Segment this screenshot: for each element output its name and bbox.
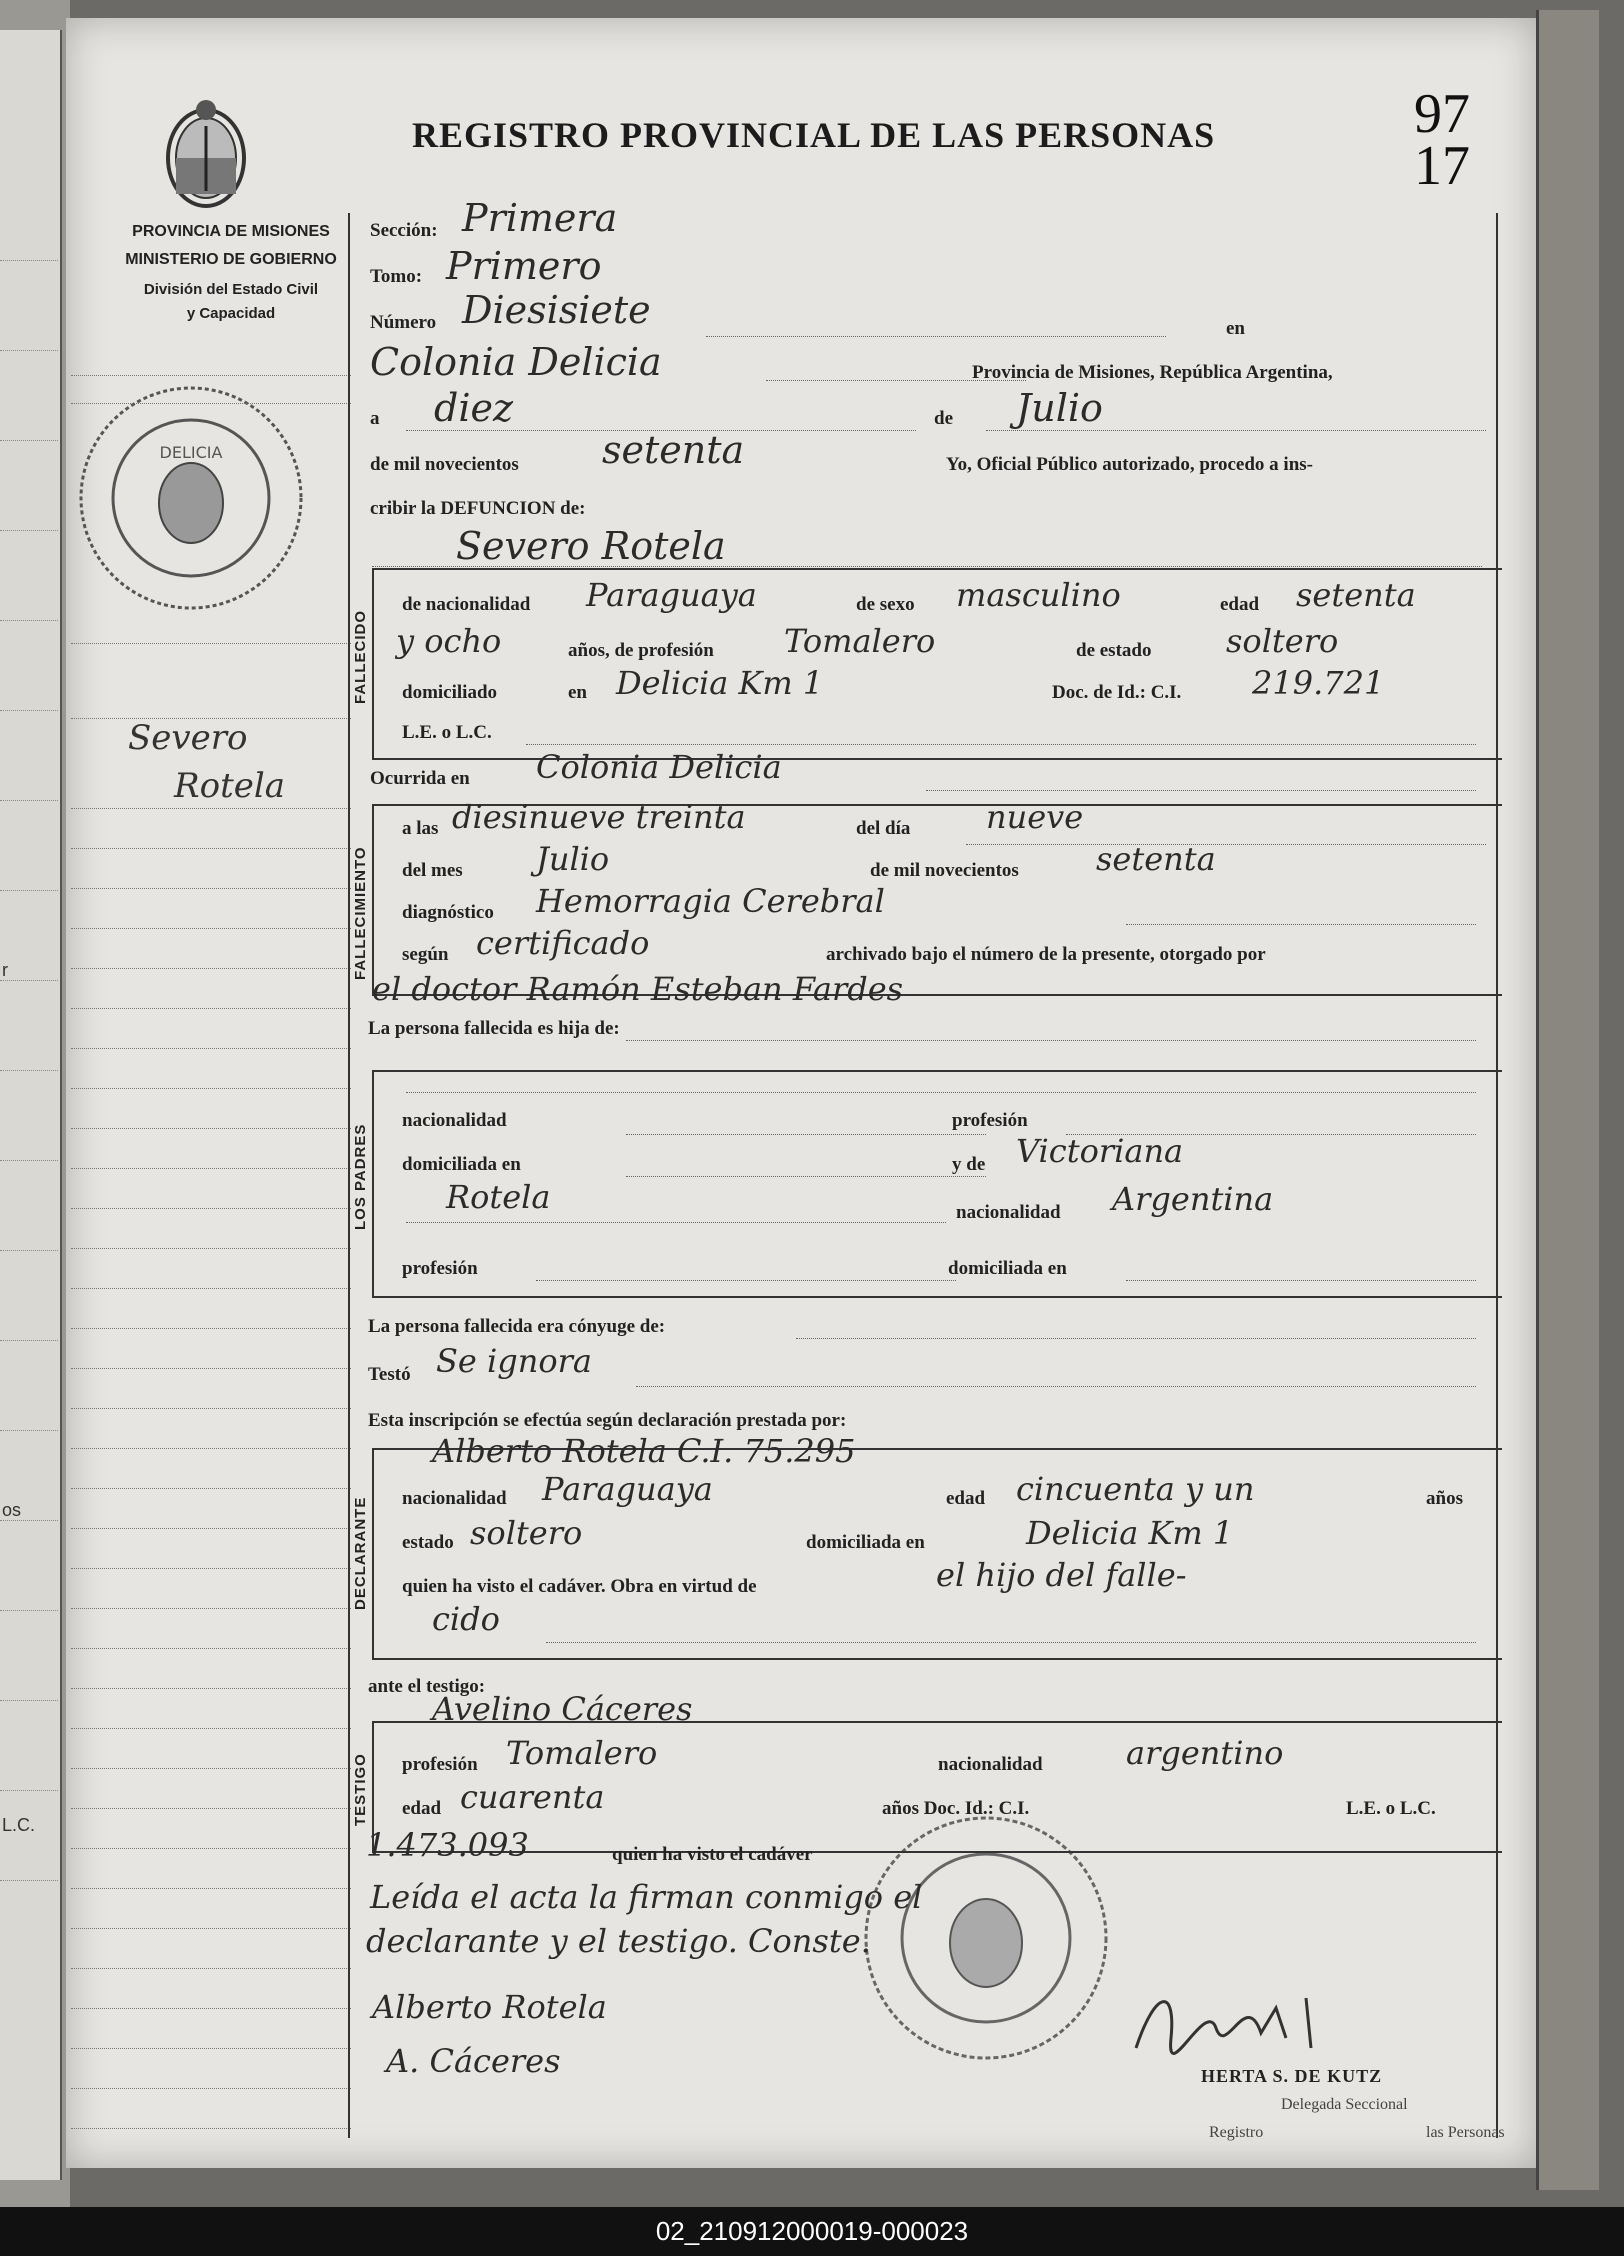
- sexo-value: masculino: [956, 576, 1121, 614]
- tomo-value: Primero: [446, 244, 602, 288]
- left-page-fragment-3: L.C.: [2, 1815, 36, 1835]
- d-domiciliada-label: domiciliada en: [806, 1532, 925, 1553]
- d-estado-value: soltero: [470, 1514, 583, 1552]
- madre-apellido-value: Rotela: [446, 1178, 551, 1216]
- page-title: REGISTRO PROVINCIAL DE LAS PERSONAS: [412, 115, 1216, 155]
- de-mil-label: de mil novecientos: [370, 454, 519, 475]
- fallecido-side-label: FALLECIDO: [352, 610, 369, 704]
- nombre-value: Severo Rotela: [456, 524, 726, 568]
- domicilio-value: Delicia Km 1: [616, 664, 824, 702]
- t-prof-value: Tomalero: [506, 1734, 658, 1772]
- nacionalidad-label: de nacionalidad: [402, 594, 531, 615]
- yo-oficial-label: Yo, Oficial Público autorizado, procedo a ins-: [946, 454, 1313, 475]
- edad-value-2: y ocho: [396, 622, 502, 660]
- dia-value: diez: [434, 386, 513, 430]
- firma-testigo: A. Cáceres: [386, 2042, 561, 2080]
- madre-nac-value: Argentina: [1112, 1180, 1274, 1218]
- margin-name-first: Severo: [128, 718, 248, 758]
- declarante-value: Alberto Rotela C.I. 75.295: [432, 1432, 856, 1470]
- ante-testigo-label: ante el testigo:: [368, 1676, 486, 1697]
- provincia-label: Provincia de Misiones, República Argentina,: [972, 362, 1333, 383]
- madre-nombre-value: Victoriana: [1016, 1132, 1184, 1170]
- d-estado-label: estado: [402, 1532, 454, 1553]
- seccion-value: Primera: [462, 196, 618, 240]
- signature-registro: Registro: [1209, 2124, 1264, 2141]
- profesion-value: Tomalero: [784, 622, 936, 660]
- archivado-label: archivado bajo el número de la presente, otorgado por: [826, 944, 1266, 965]
- t-edad-value: cuarenta: [460, 1778, 605, 1816]
- diagnostico-label: diagnóstico: [402, 902, 494, 923]
- ministry-capacity: y Capacidad: [186, 305, 276, 322]
- en-label: en: [1226, 318, 1245, 339]
- t-visto-label: quien ha visto el cadáver: [612, 1844, 813, 1865]
- d-domicilio-value: Delicia Km 1: [1026, 1514, 1234, 1552]
- padre-domiciliada-label: domiciliada en: [402, 1154, 521, 1175]
- coat-of-arms-icon: [161, 96, 251, 216]
- estado-label: de estado: [1076, 640, 1152, 661]
- madre-nacionalidad-label: nacionalidad: [956, 1202, 1061, 1223]
- previous-page-edge: [0, 30, 62, 2180]
- cierre-line-1: Leída el acta la firman conmigo el: [370, 1878, 923, 1916]
- sexo-label: de sexo: [856, 594, 915, 615]
- svg-text:DELICIA: DELICIA: [159, 443, 223, 462]
- segun-label: según: [402, 944, 449, 965]
- a-las-label: a las: [402, 818, 439, 839]
- domiciliado-label: domiciliado: [402, 682, 498, 703]
- y-de-label: y de: [952, 1154, 986, 1175]
- image-filename-caption: 02_210912000019-000023: [0, 2207, 1624, 2256]
- mes-fall-value: Julio: [536, 840, 610, 878]
- del-mes-label: del mes: [402, 860, 463, 881]
- d-anos-label: años: [1426, 1488, 1463, 1509]
- doctor-value: el doctor Ramón Esteban Fardes: [372, 970, 904, 1008]
- lugar-value: Colonia Delicia: [370, 340, 662, 384]
- folio-bottom: 17: [1414, 135, 1470, 197]
- book-cover-edge: [1536, 10, 1599, 2190]
- del-dia-label: del día: [856, 818, 911, 839]
- margin-name-last: Rotela: [174, 766, 285, 806]
- diagnostico-value: Hemorragia Cerebral: [536, 882, 885, 920]
- t-le-label: L.E. o L.C.: [1346, 1798, 1436, 1819]
- de-label: de: [934, 408, 953, 429]
- d-nacionalidad-label: nacionalidad: [402, 1488, 507, 1509]
- ministry-division: División del Estado Civil: [143, 281, 319, 298]
- left-page-fragment-2: os: [2, 1500, 22, 1520]
- inscripcion-label: Esta inscripción se efectúa según declaración prestada por:: [368, 1410, 847, 1431]
- edad-value-1: setenta: [1296, 576, 1416, 614]
- d-nac-value: Paraguaya: [542, 1470, 713, 1508]
- folio-top: 97: [1414, 83, 1470, 145]
- padre-profesion-label: profesión: [402, 1258, 478, 1279]
- nacionalidad-value: Paraguaya: [586, 576, 757, 614]
- t-nacionalidad-label: nacionalidad: [938, 1754, 1043, 1775]
- fallecimiento-side-label: FALLECIMIENTO: [352, 846, 369, 980]
- left-page-fragment-1: r: [2, 960, 8, 980]
- conyuge-label: La persona fallecida era cónyuge de:: [368, 1316, 666, 1337]
- d-virtud-value-2: cido: [432, 1600, 500, 1638]
- ocurrida-value: Colonia Delicia: [536, 748, 782, 786]
- t-ci-value: 1.473.093: [366, 1826, 529, 1864]
- firma-declarante: Alberto Rotela: [372, 1988, 607, 2026]
- folio-number: [1414, 83, 1470, 197]
- estado-value: soltero: [1226, 622, 1339, 660]
- madre-profesion-label: profesión: [952, 1110, 1028, 1131]
- numero-label: Número: [370, 312, 437, 333]
- testo-value: Se ignora: [436, 1342, 592, 1380]
- segun-value: certificado: [476, 924, 650, 962]
- t-anos-label: años Doc. Id.: C.I.: [882, 1798, 1030, 1819]
- t-profesion-label: profesión: [402, 1754, 478, 1775]
- a-label: a: [370, 408, 380, 429]
- d-virtud-value: el hijo del falle-: [936, 1556, 1187, 1594]
- doc-id-label: Doc. de Id.: C.I.: [1052, 682, 1182, 703]
- mes-value: Julio: [1016, 386, 1103, 430]
- official-signature-icon: [1126, 1978, 1356, 2068]
- en-domicilio-label: en: [568, 682, 587, 703]
- de-mil-fall-label: de mil novecientos: [870, 860, 1019, 881]
- testigo-value: Avelino Cáceres: [432, 1690, 693, 1728]
- padre-nacionalidad-label: nacionalidad: [402, 1110, 507, 1131]
- anio-value: setenta: [602, 428, 745, 472]
- d-edad-label: edad: [946, 1488, 986, 1509]
- ocurrida-label: Ocurrida en: [370, 768, 470, 789]
- declarante-side-label: DECLARANTE: [352, 1496, 369, 1610]
- d-visto-label: quien ha visto el cadáver. Obra en virtud de: [402, 1576, 757, 1597]
- ministry-province: PROVINCIA DE MISIONES: [132, 223, 330, 240]
- anos-profesion-label: años, de profesión: [568, 640, 714, 661]
- edad-label: edad: [1220, 594, 1260, 615]
- signature-role: Delegada Seccional: [1281, 2096, 1408, 2113]
- madre-domiciliada-label: domiciliada en: [948, 1258, 1067, 1279]
- anio-fall-value: setenta: [1096, 840, 1216, 878]
- testo-label: Testó: [368, 1364, 411, 1385]
- signature-personas: las Personas: [1426, 2124, 1505, 2141]
- hija-de-label: La persona fallecida es hija de:: [368, 1018, 620, 1039]
- seccion-label: Sección:: [370, 220, 438, 241]
- dia-fall-value: nueve: [986, 798, 1084, 836]
- ci-value: 219.721: [1252, 664, 1385, 702]
- testigo-side-label: TESTIGO: [352, 1753, 369, 1826]
- official-seal-icon: [71, 378, 311, 618]
- d-edad-value: cincuenta y un: [1016, 1470, 1255, 1508]
- padres-side-label: LOS PADRES: [352, 1123, 369, 1230]
- t-nac-value: argentino: [1126, 1734, 1284, 1772]
- official-seal-bottom-icon: [856, 1808, 1116, 2068]
- ministry-name: MINISTERIO DE GOBIERNO: [125, 251, 337, 268]
- le-lc-label: L.E. o L.C.: [402, 722, 492, 743]
- register-page: [66, 18, 1536, 2168]
- cierre-line-2: declarante y el testigo. Conste.: [366, 1922, 871, 1960]
- hora-value: diesinueve treinta: [452, 798, 746, 836]
- tomo-label: Tomo:: [370, 266, 423, 287]
- signature-name: HERTA S. DE KUTZ: [1201, 2066, 1383, 2086]
- cribir-label: cribir la DEFUNCION de:: [370, 498, 586, 519]
- numero-value: Diesisiete: [462, 288, 651, 332]
- t-edad-label: edad: [402, 1798, 442, 1819]
